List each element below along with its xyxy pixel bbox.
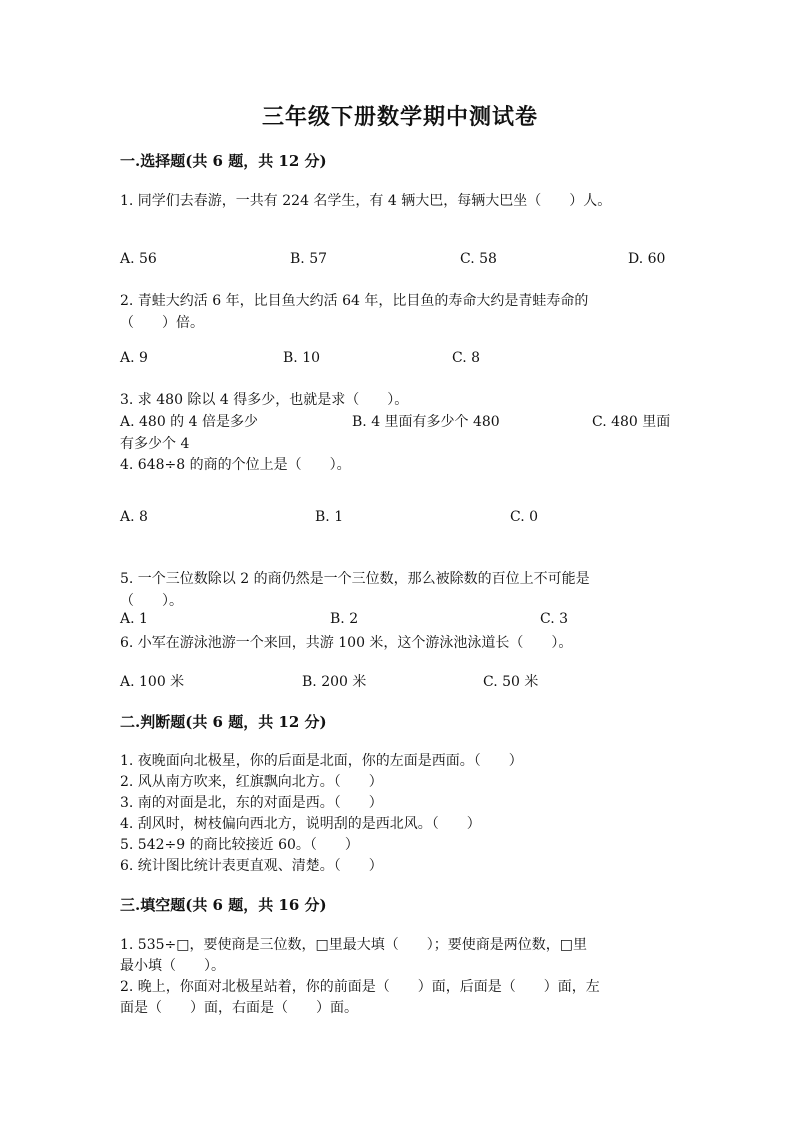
q1-option-b: B. 57 bbox=[290, 251, 328, 267]
question-5-text: 5. 一个三位数除以 2 的商仍然是一个三位数，那么被除数的百位上不可能是 bbox=[120, 571, 590, 587]
q6-option-a: A. 100 米 bbox=[120, 674, 185, 690]
judgment-item-6: 6. 统计图比统计表更直观、清楚。（ ） bbox=[120, 858, 383, 874]
q3-option-c: C. 480 里面 bbox=[592, 414, 671, 430]
fill-item-2-cont: 面是（ ）面，右面是（ ）面。 bbox=[120, 1000, 358, 1016]
fill-item-1-cont: 最小填（ ）。 bbox=[120, 958, 225, 974]
question-2-text: 2. 青蛙大约活 6 年，比目鱼大约活 64 年，比目鱼的寿命大约是青蛙寿命的 bbox=[120, 293, 589, 309]
q3-option-a: A. 480 的 4 倍是多少 bbox=[120, 414, 258, 430]
q3-option-c-cont: 有多少个 4 bbox=[120, 436, 190, 452]
judgment-item-1: 1. 夜晚面向北极星，你的后面是北面，你的左面是西面。（ ） bbox=[120, 753, 523, 769]
q1-option-d: D. 60 bbox=[628, 251, 666, 267]
question-6-text: 6. 小军在游泳池游一个来回，共游 100 米，这个游泳池泳道长（ ）。 bbox=[120, 635, 573, 651]
section-heading-choice: 一.选择题(共 6 题，共 12 分) bbox=[120, 152, 327, 170]
section-heading-fill: 三.填空题(共 6 题，共 16 分) bbox=[120, 896, 327, 914]
q2-option-c: C. 8 bbox=[452, 350, 481, 366]
question-1-text: 1. 同学们去春游，一共有 224 名学生，有 4 辆大巴，每辆大巴坐（ ）人。 bbox=[120, 193, 612, 209]
q6-option-b: B. 200 米 bbox=[302, 674, 367, 690]
q2-option-a: A. 9 bbox=[120, 350, 148, 366]
q2-option-b: B. 10 bbox=[283, 350, 321, 366]
q1-option-c: C. 58 bbox=[460, 251, 497, 267]
q5-option-c: C. 3 bbox=[540, 611, 569, 627]
fill-item-1: 1. 535÷□，要使商是三位数，□里最大填（ ）；要使商是两位数，□里 bbox=[120, 937, 587, 953]
q3-option-b: B. 4 里面有多少个 480 bbox=[352, 414, 500, 430]
question-5-text-cont: （ ）。 bbox=[120, 593, 183, 609]
question-3-text: 3. 求 480 除以 4 得多少，也就是求（ ）。 bbox=[120, 392, 409, 408]
q4-option-b: B. 1 bbox=[315, 509, 344, 525]
fill-item-2: 2. 晚上，你面对北极星站着，你的前面是（ ）面，后面是（ ）面，左 bbox=[120, 979, 600, 995]
q1-option-a: A. 56 bbox=[120, 251, 157, 267]
question-4-text: 4. 648÷8 的商的个位上是（ ）。 bbox=[120, 457, 351, 473]
page-title: 三年级下册数学期中测试卷 bbox=[261, 104, 538, 130]
question-2-text-cont: （ ）倍。 bbox=[120, 315, 204, 331]
q6-option-c: C. 50 米 bbox=[483, 674, 539, 690]
q4-option-a: A. 8 bbox=[120, 509, 148, 525]
judgment-item-3: 3. 南的对面是北，东的对面是西。（ ） bbox=[120, 795, 383, 811]
q4-option-c: C. 0 bbox=[510, 509, 539, 525]
judgment-item-2: 2. 风从南方吹来，红旗飘向北方。（ ） bbox=[120, 774, 383, 790]
section-heading-judgment: 二.判断题(共 6 题，共 12 分) bbox=[120, 713, 327, 731]
q5-option-a: A. 1 bbox=[120, 611, 148, 627]
judgment-item-4: 4. 刮风时，树枝偏向西北方，说明刮的是西北风。（ ） bbox=[120, 816, 481, 832]
q5-option-b: B. 2 bbox=[330, 611, 359, 627]
judgment-item-5: 5. 542÷9 的商比较接近 60。（ ） bbox=[120, 837, 359, 853]
